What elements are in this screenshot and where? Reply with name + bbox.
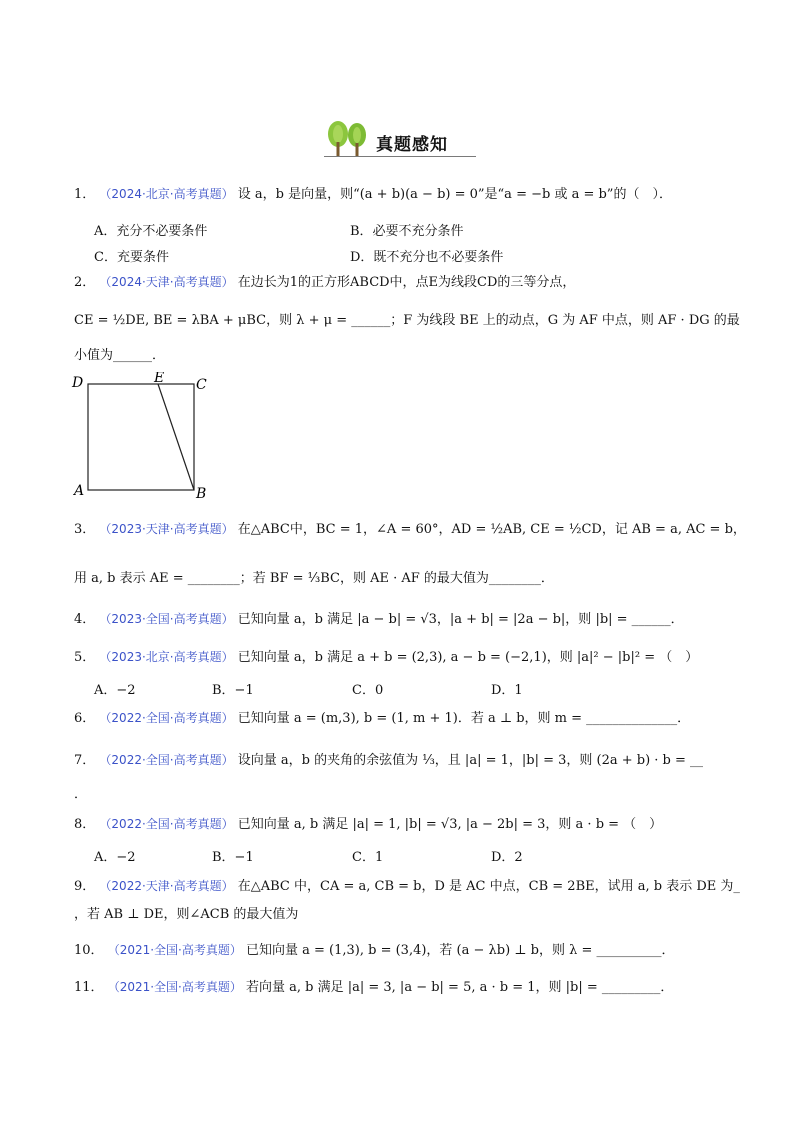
question-number: 11． xyxy=(74,980,104,995)
square-figure xyxy=(70,372,220,502)
question-3-line-2: 用 a, b 表示 AE = ________；若 BF = ⅓BC，则 AE · AF 的最大值为________． xyxy=(74,571,554,586)
label-c: C xyxy=(196,377,207,393)
question-source: （2023·北京·高考真题） xyxy=(99,650,234,664)
question-2-line-2: CE = ½DE, BE = λBA + μBC，则 λ + μ = ______；F 为线段 BE 上的动点，G 为 AF 中点，则 AF · DG 的最 xyxy=(74,313,740,328)
question-number: 9． xyxy=(74,879,96,894)
question-number: 5． xyxy=(74,650,96,665)
question-10 xyxy=(74,941,675,960)
question-text: 已知向量 a, b 满足 |a| = 1, |b| = √3, |a − 2b| = 3，则 a · b = （ ） xyxy=(237,817,663,832)
question-1 xyxy=(74,185,672,204)
question-number: 7． xyxy=(74,753,96,768)
question-source: （2023·天津·高考真题） xyxy=(99,522,234,536)
option-d: D．既不充分也不必要条件 xyxy=(350,250,504,265)
question-source: （2024·北京·高考真题） xyxy=(99,187,234,201)
question-number: 10． xyxy=(74,943,104,958)
option-c: C．充要条件 xyxy=(94,250,169,265)
question-source: （2022·全国·高考真题） xyxy=(99,753,234,767)
option-a: A．−2 xyxy=(94,850,136,865)
option-a: A．−2 xyxy=(94,683,136,698)
option-c: C．1 xyxy=(352,850,384,865)
question-text: 已知向量 a = (1,3), b = (3,4)，若 (a − λb) ⊥ b，则 λ = __________． xyxy=(246,943,675,958)
option-a: A．充分不必要条件 xyxy=(94,224,208,239)
question-9 xyxy=(74,877,740,896)
question-text-line-1: 设向量 a，b 的夹角的余弦值为 ⅓，且 |a| = 1，|b| = 3，则 (2a + b) · b = __ xyxy=(237,753,704,768)
question-number: 4． xyxy=(74,612,96,627)
question-6 xyxy=(74,709,690,728)
question-text: 已知向量 a，b 满足 |a − b| = √3，|a + b| = |2a − b|，则 |b| = ______． xyxy=(237,612,684,627)
question-text: 若向量 a, b 满足 |a| = 3, |a − b| = 5, a · b = 1，则 |b| = _________． xyxy=(246,980,674,995)
question-text-line-1: 在△ABC中，BC = 1，∠A = 60°，AD = ½AB, CE = ½CD，记 AB = a, AC = b， xyxy=(237,522,746,537)
title-underline xyxy=(324,156,476,157)
label-b: B xyxy=(196,486,207,502)
section-header xyxy=(322,118,478,160)
question-3 xyxy=(74,520,746,539)
question-text: 已知向量 a，b 满足 a + b = (2,3), a − b = (−2,1)，则 |a|² − |b|² = （ ） xyxy=(237,650,699,665)
question-2-line-3: 小值为______． xyxy=(74,348,166,363)
question-number: 6． xyxy=(74,711,96,726)
question-number: 8． xyxy=(74,817,96,832)
question-source: （2021·全国·高考真题） xyxy=(107,943,242,957)
option-b: B．−1 xyxy=(212,850,254,865)
question-text-line-1: 在边长为1的正方形ABCD中，点E为线段CD的三等分点， xyxy=(237,275,576,290)
option-d: D．2 xyxy=(491,850,523,865)
question-number: 3． xyxy=(74,522,96,537)
segment-be xyxy=(158,384,194,490)
question-number: 1． xyxy=(74,187,96,202)
tree-icon xyxy=(322,118,376,158)
question-7 xyxy=(74,751,703,770)
question-11 xyxy=(74,978,673,997)
label-d: D xyxy=(72,375,84,391)
question-4 xyxy=(74,610,684,629)
question-text-line-1: 在△ABC 中，CA = a, CB = b，D 是 AC 中点，CB = 2BE，试用 a, b 表示 DE 为_ xyxy=(237,879,740,894)
option-b: B．−1 xyxy=(212,683,254,698)
question-text: 设 a，b 是向量，则“(a + b)(a − b) = 0”是“a = −b 或 a = b”的（ ）． xyxy=(237,187,672,202)
option-c: C．0 xyxy=(352,683,384,698)
question-8 xyxy=(74,815,662,834)
question-5 xyxy=(74,648,698,667)
question-text: 已知向量 a = (m,3), b = (1, m + 1)．若 a ⊥ b，则 m = ______________． xyxy=(237,711,691,726)
question-source: （2024·天津·高考真题） xyxy=(99,275,234,289)
question-source: （2022·天津·高考真题） xyxy=(99,879,234,893)
square-abcd xyxy=(88,384,194,490)
question-source: （2021·全国·高考真题） xyxy=(107,980,242,994)
question-number: 2． xyxy=(74,275,96,290)
page-title: 真题感知 xyxy=(376,135,448,155)
question-9-line-2: ，若 AB ⊥ DE，则∠ACB 的最大值为 xyxy=(74,907,299,922)
question-source: （2022·全国·高考真题） xyxy=(99,711,234,725)
question-source: （2022·全国·高考真题） xyxy=(99,817,234,831)
label-e: E xyxy=(154,372,165,386)
question-7-line-2: ． xyxy=(74,787,88,802)
option-d: D．1 xyxy=(491,683,523,698)
label-a: A xyxy=(74,483,85,499)
question-source: （2023·全国·高考真题） xyxy=(99,612,234,626)
question-2 xyxy=(74,273,575,292)
option-b: B．必要不充分条件 xyxy=(350,224,464,239)
